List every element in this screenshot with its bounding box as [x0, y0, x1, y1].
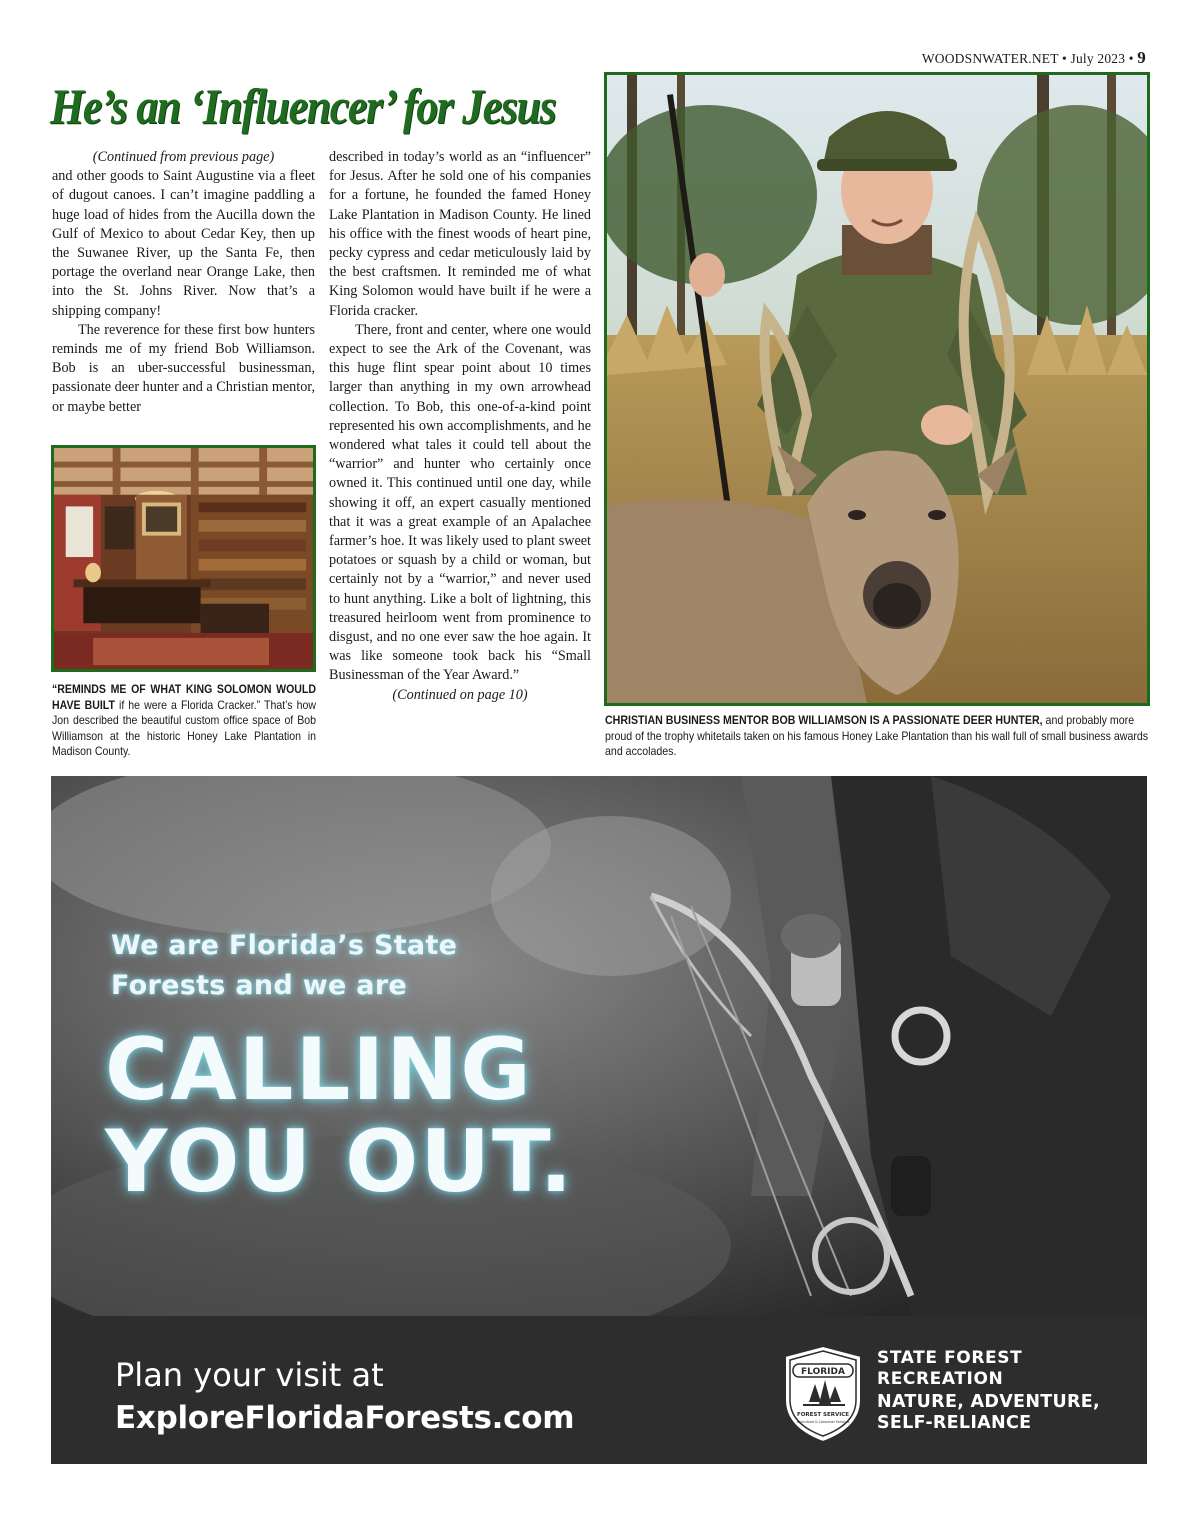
ad-tagline-title	[877, 1348, 1022, 1390]
ad-headline-line-1: CALLING	[105, 1020, 533, 1120]
article-paragraph-3: described in today’s world as an “influencer” for Jesus. After he sold one of his companies for a fortune, he founded the famed Honey Lake Plantation in Madison County. He lined his office with the finest woods of heart pine, pecky cypress and cedar meticulously laid by the best craftsmen. It reminded me of what King Solomon would have built if he were a Florida cracker.	[329, 149, 591, 319]
ad-tagline-line-4: SELF-RELIANCE	[877, 1413, 1032, 1433]
ad-intro-text	[111, 926, 457, 1006]
ad-plan-text: Plan your visit at	[115, 1356, 384, 1394]
article-paragraph-4: There, front and center, where one would expect to see the Ark of the Covenant, was this huge flint spear point about 10 times larger than anything in my own arrowhead collection. To Bob, this one-of-a-kind point represented his own accomplishments, and he wondered what tales it could tell about the “warrior” and hunter who certainly once owned it. This continued until one day, while showing it off, an expert casually mentioned that it was a great example of an Apalachee farmer’s hoe. It was likely used to plant sweet potatoes or squash by a child or woman, but certainly not by a “warrior,” and never used to hunt anything. Like a bolt of lightning, this treasured heirloom went from prominence to disgust, and no one ever saw the hoe again. It was like someone took back his “Small Businessman of the Year Award.”	[329, 321, 591, 684]
folio-site: WOODSNWATER.NET	[921, 51, 1059, 66]
florida-forests-advertisement	[51, 776, 1147, 1464]
deer-caption-text: and probably more proud of the trophy whitetails taken on his famous Honey Lake Plantation than his wall full of small business awards and accolades.	[605, 713, 1149, 758]
ad-tagline-line-3: NATURE, ADVENTURE,	[877, 1392, 1100, 1412]
ad-headline-line-2: YOU OUT.	[105, 1112, 575, 1212]
florida-forest-service-badge-icon	[781, 1344, 865, 1444]
ad-website-link[interactable]: ExploreFloridaForests.com	[115, 1400, 575, 1436]
folio-issue: July 2023	[1070, 51, 1126, 66]
ad-footer-bar	[51, 1316, 1147, 1464]
hunter-deer-photo	[604, 72, 1150, 706]
office-caption-lead: “REMINDS ME OF WHAT KING SOLOMON WOULD HAVE BUILT	[52, 682, 316, 712]
ad-tagline-line-1: STATE FOREST	[877, 1348, 1023, 1368]
office-photo	[51, 445, 316, 672]
continued-on-note: (Continued on page 10)	[392, 686, 528, 703]
article-headline: He’s an ‘Influencer’ for Jesus	[50, 78, 556, 134]
page-folio: WOODSNWATER.NET • July 2023 • 9	[921, 48, 1146, 67]
badge-small-text: Agriculture & Consumer Services	[796, 1420, 850, 1424]
badge-top-text: FLORIDA	[801, 1367, 845, 1377]
ad-intro-line-1: We are Florida’s State	[111, 930, 458, 961]
ad-headline	[105, 1020, 575, 1212]
ad-intro-line-2: Forests and we are	[111, 970, 408, 1001]
article-column-2	[329, 148, 591, 705]
deer-caption-lead: CHRISTIAN BUSINESS MENTOR BOB WILLIAMSON IS A PASSIONATE DEER HUNTER,	[605, 713, 1043, 727]
ad-tagline-values	[877, 1392, 1100, 1434]
badge-bottom-text: FOREST SERVICE	[796, 1412, 850, 1418]
article-column-1	[52, 148, 315, 417]
continued-from-note: (Continued from previous page)	[92, 149, 275, 165]
folio-page-number: 9	[1137, 48, 1146, 67]
deer-photo-caption	[605, 713, 1152, 760]
office-caption-text: if he were a Florida Cracker.” That’s how Jon described the beautiful custom office space of Bob Williamson at the historic Honey Lake Plantation in Madison County.	[52, 697, 316, 758]
office-photo-caption	[52, 682, 316, 760]
article-paragraph-2: The reverence for these first bow hunters reminds me of my friend Bob Williamson. Bob is an uber-successful businessman, passionate deer hunter and a Christian mentor, or maybe better	[52, 321, 316, 415]
ad-tagline-line-2: RECREATION	[877, 1369, 1004, 1389]
article-paragraph-1: and other goods to Saint Augustine via a fleet of dugout canoes. I can’t imagine paddling a huge load of hides from the Aucilla down the Gulf of Mexico to about Cedar Key, then up the Suwanee River, up the Santa Fe, then portage the overland near Orange Lake, then into the St. Johns River. Now that’s a shipping company!	[52, 168, 315, 319]
